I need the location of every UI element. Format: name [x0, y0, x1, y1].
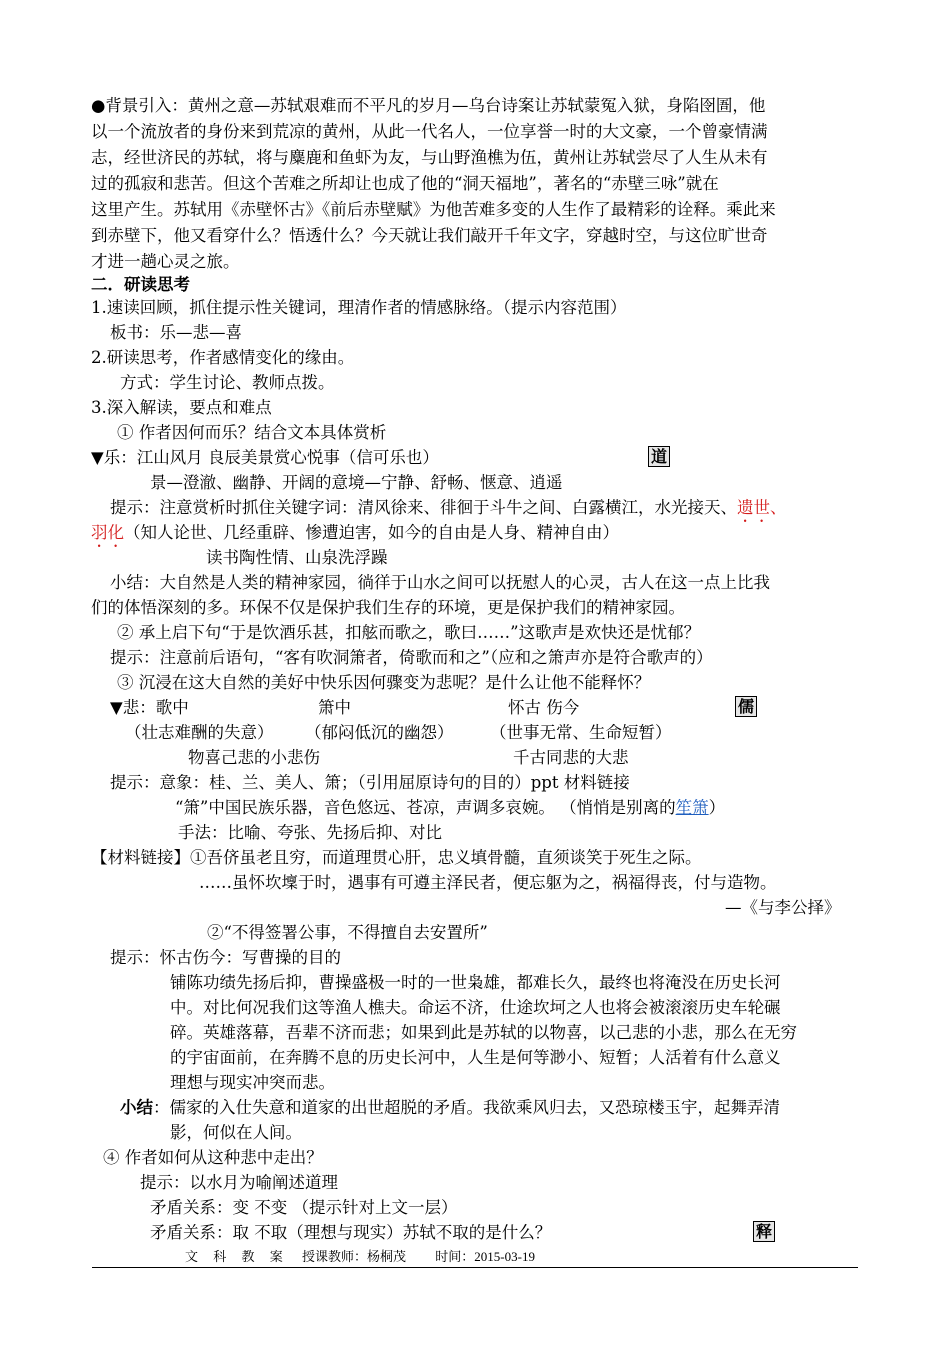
summary-1-line-1: 小结：大自然是人类的精神家园，徜徉于山水之间可以抚慰人的心灵，古人在这一点上比我	[110, 573, 770, 592]
flute-text: “箫”中国民族乐器，音色悠远、苍凉，声调多哀婉。 （悄悄是别离的	[175, 798, 676, 817]
shi-box-wrap	[753, 1220, 775, 1244]
joy-scene-line: 景—澄澈、幽静、开阔的意境—宁静、舒畅、惬意、逍遥	[150, 473, 563, 492]
bg-line-5: 这里产生。苏轼用《赤壁怀古》《前后赤壁赋》为他苦难多变的人生作了最精彩的诠释。乘此来	[91, 200, 776, 219]
hint-4: 提示：怀古伤今：写曹操的目的	[110, 948, 341, 967]
footer-rule	[92, 1267, 858, 1268]
hint-2: 提示：注意前后语句，“客有吹洞箫者，倚歌而和之”（应和之箫声亦是符合歌声的）	[110, 648, 713, 667]
sorrow-big: 千古同悲的大悲	[513, 748, 629, 767]
summary-2-line-2: 影，何似在人间。	[170, 1123, 302, 1142]
ru-box: 儒	[735, 696, 757, 717]
history-line-3: 碎。英雄落幕，吾辈不济而悲；如果到此是苏轼的以物喜，以己悲的小悲，那么在无穷	[170, 1023, 797, 1042]
history-line-1: 铺陈功绩先扬后抑，曹操盛极一时的一世枭雄，都难长久，最终也将淹没在历史长河	[170, 973, 781, 992]
sorrow-a: （壮志难酬的失意）	[125, 723, 274, 742]
method-note: 方式：学生讨论、教师点拨。	[120, 373, 335, 392]
sorrow-b: （郁闷低沉的幽怨）	[305, 723, 454, 742]
history-line-5: 理想与现实冲突而悲。	[170, 1073, 335, 1092]
flute-close: ）	[708, 798, 726, 817]
material-line-3: ②“不得签署公事，不得擅自去安置所”	[207, 923, 488, 942]
contradiction-1: 矛盾关系：变 不变 （提示针对上文一层）	[150, 1198, 458, 1217]
ru-box-wrap	[735, 695, 757, 719]
sub-question-2: ② 承上启下句“于是饮酒乐甚，扣舷而歌之，歌曰……”这歌声是欢快还是忧郁？	[117, 623, 701, 642]
sorrow-small: 物喜己悲的小悲伤	[188, 748, 320, 767]
flute-note	[175, 796, 725, 820]
page-footer	[185, 1249, 535, 1265]
section-heading: 二．研读思考	[91, 275, 190, 294]
bg-line-4: 过的孤寂和悲苦。但这个苦难之所却让也成了他的“洞天福地”，著名的“赤壁三咏”就在	[91, 174, 719, 193]
question-3: 3.深入解读，要点和难点	[91, 398, 272, 417]
bg-line-6: 到赤壁下，他又看穿什么？悟透什么？今天就让我们敲开千年文字，穿越时空，与这位旷世奇	[91, 226, 768, 245]
hint-1-text: 提示：注意赏析时抓住关键字词：清风徐来、徘徊于斗牛之间、白露横江，水光接天、	[110, 498, 737, 517]
bg-line-7: 才进一趟心灵之旅。	[91, 252, 240, 271]
summary-2-line-1	[120, 1096, 780, 1120]
sub-question-1: ① 作者因何而乐？结合文本具体赏析	[117, 423, 387, 442]
hint-3: 提示：意象：桂、兰、美人、箫；（引用屈原诗句的目的）ppt 材料链接	[110, 773, 630, 792]
hint-1-red-b: 羽化	[91, 523, 124, 542]
contradiction-2: 矛盾关系：取 不取（理想与现实）苏轼不取的是什么？	[150, 1223, 552, 1242]
hint-1-line-3: 读书陶性情、山泉洗浮躁	[206, 548, 388, 567]
material-source: —《与李公择》	[725, 898, 841, 917]
footer-teacher: 授课教师：杨桐茂	[302, 1249, 407, 1264]
summary-2-label: 小结	[120, 1098, 153, 1117]
joy-line: ▼乐：江山风月 良辰美景赏心悦事（信可乐也）	[91, 448, 439, 467]
footer-date: 时间：2015-03-19	[435, 1249, 535, 1264]
history-line-4: 的宇宙面前，在奔腾不息的历史长河中，人生是何等渺小、短暂；人活着有什么意义	[170, 1048, 781, 1067]
shengxiao-link[interactable]: 笙箫	[675, 798, 709, 817]
material-line-1: 【材料链接】①吾侪虽老且穷，而道理贯心肝，忠义填骨髓，直须谈笑于死生之际。	[91, 848, 702, 867]
board-note: 板书：乐—悲—喜	[110, 323, 242, 342]
bg-line-1: ●背景引入：黄州之意—苏轼艰难而不平凡的岁月—乌台诗案让苏轼蒙冤入狱，身陷囹圄，他	[91, 96, 766, 115]
hint-1-red-a: 遗世、	[737, 498, 787, 517]
dao-box: 道	[648, 446, 670, 467]
hint-5: 提示：以水月为喻阐述道理	[140, 1173, 338, 1192]
sorrow-c: （世事无常、生命短暂）	[490, 723, 672, 742]
material-line-2: ……虽怀坎壈于时，遇事有可遵主泽民者，便忘躯为之，祸福得丧，付与造物。	[199, 873, 777, 892]
history-line-2: 中。对比何况我们这等渔人樵夫。命运不济，仕途坎坷之人也将会被滚滚历史车轮碾	[170, 998, 781, 1017]
sub-question-4: ④ 作者如何从这种悲中走出？	[103, 1148, 323, 1167]
summary-1-line-2: 们的体悟深刻的多。环保不仅是保护我们生存的环境，更是保护我们的精神家园。	[91, 598, 685, 617]
sub-question-3: ③ 沉浸在这大自然的美好中快乐因何骤变为悲呢？是什么让他不能释怀？	[117, 673, 651, 692]
summary-2-text: ：儒家的入仕失意和道家的出世超脱的矛盾。我欲乘风归去，又恐琼楼玉宇，起舞弄清	[153, 1098, 780, 1117]
sorrow-flute: 箫中	[318, 698, 351, 717]
sorrow-label: ▼悲：歌中	[110, 698, 189, 717]
sorrow-past: 怀古 伤今	[508, 698, 580, 717]
question-1: 1.速读回顾，抓住提示性关键词，理清作者的情感脉络。（提示内容范围）	[91, 298, 627, 317]
hint-1-text-b: （知人论世、几经重辟、惨遭迫害，如今的自由是人身、精神自由）	[124, 523, 619, 542]
dao-box-wrap	[648, 445, 670, 469]
footer-title: 文 科 教 案	[185, 1249, 289, 1264]
question-2: 2.研读思考，作者感情变化的缘由。	[91, 348, 355, 367]
technique-note: 手法：比喻、夸张、先扬后抑、对比	[178, 823, 442, 842]
shi-box: 释	[753, 1221, 775, 1242]
bg-line-3: 志，经世济民的苏轼，将与麋鹿和鱼虾为友，与山野渔樵为伍，黄州让苏轼尝尽了人生从未有	[91, 148, 768, 167]
bg-line-2: 以一个流放者的身份来到荒凉的黄州，从此一代名人，一位享誉一时的大文豪，一个曾豪情满	[91, 122, 768, 141]
